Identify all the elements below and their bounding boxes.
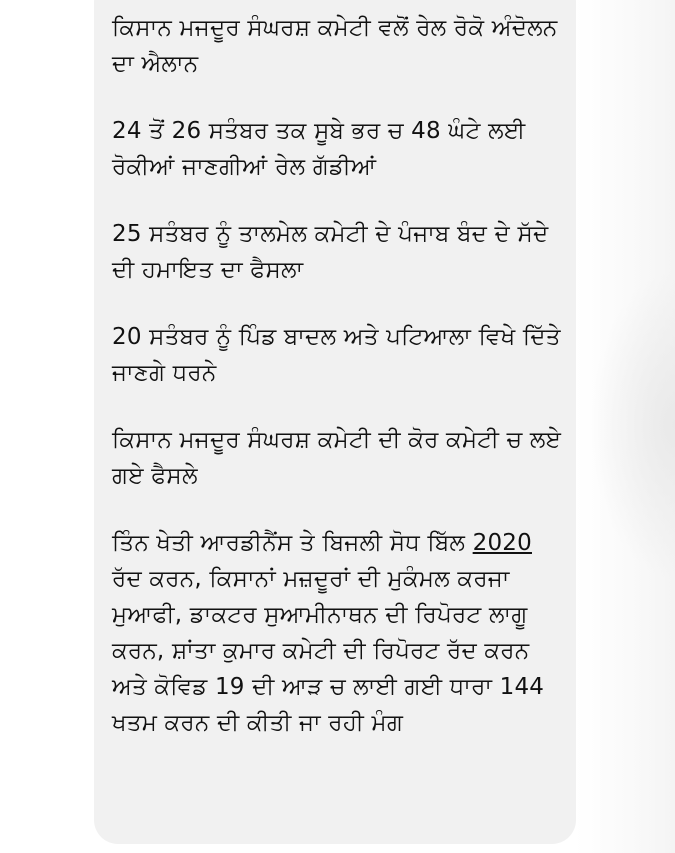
message-paragraph-5: ਕਿਸਾਨ ਮਜਦੂਰ ਸੰਘਰਸ਼ ਕਮੇਟੀ ਦੀ ਕੋਰ ਕਮੇਟੀ ਚ ਲਏ ਗਏ ਫੈਸਲੇ — [112, 427, 562, 489]
message-paragraph-1: ਕਿਸਾਨ ਮਜਦੂਰ ਸੰਘਰਸ਼ ਕਮੇਟੀ ਵਲੋਂ ਰੇਲ ਰੋਕੋ ਅੰਦੋਲਨ ਦਾ ਐਲਾਨ — [112, 15, 558, 77]
message-text — [112, 10, 567, 772]
screen-edge-fade — [590, 270, 675, 580]
message-paragraph-2: 24 ਤੋਂ 26 ਸਤੰਬਰ ਤਕ ਸੂਬੇ ਭਰ ਚ 48 ਘੰਟੇ ਲਈ ਰੋਕੀਆਂ ਜਾਣਗੀਆਂ ਰੇਲ ਗੱਡੀਆਂ — [112, 118, 526, 180]
message-paragraph-6 — [112, 525, 567, 741]
message-paragraph-3: 25 ਸਤੰਬਰ ਨੂੰ ਤਾਲਮੇਲ ਕਮੇਟੀ ਦੇ ਪੰਜਾਬ ਬੰਦ ਦੇ ਸੱਦੇ ਦੀ ਹਮਾਇਤ ਦਾ ਫੈਸਲਾ — [112, 221, 549, 283]
message-paragraph-4: 20 ਸਤੰਬਰ ਨੂੰ ਪਿੰਡ ਬਾਦਲ ਅਤੇ ਪਟਿਆਲਾ ਵਿਖੇ ਦਿੱਤੇ ਜਾਣਗੇ ਧਰਨੇ — [112, 324, 561, 386]
message-link-2020[interactable]: 2020 — [472, 530, 532, 556]
message-paragraph-6-end: ਰੱਦ ਕਰਨ, ਕਿਸਾਨਾਂ ਮਜ਼ਦੂਰਾਂ ਦੀ ਮੁਕੰਮਲ ਕਰਜਾ ਮੁਆਫੀ, ਡਾਕਟਰ ਸੁਆਮੀਨਾਥਨ ਦੀ ਰਿਪੋਰਟ ਲਾਗੂ ਕਰਨ, ਸ਼ਾਂਤਾ ਕੁਮਾਰ ਕਮੇਟੀ ਦੀ ਰਿਪੋਰਟ ਰੱਦ ਕਰਨ ਅਤੇ ਕੋਵਿਡ 19 ਦੀ ਆੜ ਚ ਲਾਈ ਗਈ ਧਾਰਾ 144 ਖਤਮ ਕਰਨ ਦੀ ਕੀਤੀ ਜਾ ਰਹੀ ਮੰਗ — [112, 566, 545, 736]
message-paragraph-6-start: ਤਿੰਨ ਖੇਤੀ ਆਰਡੀਨੈਂਸ ਤੇ ਬਿਜਲੀ ਸੋਧ ਬਿੱਲ — [112, 530, 473, 556]
